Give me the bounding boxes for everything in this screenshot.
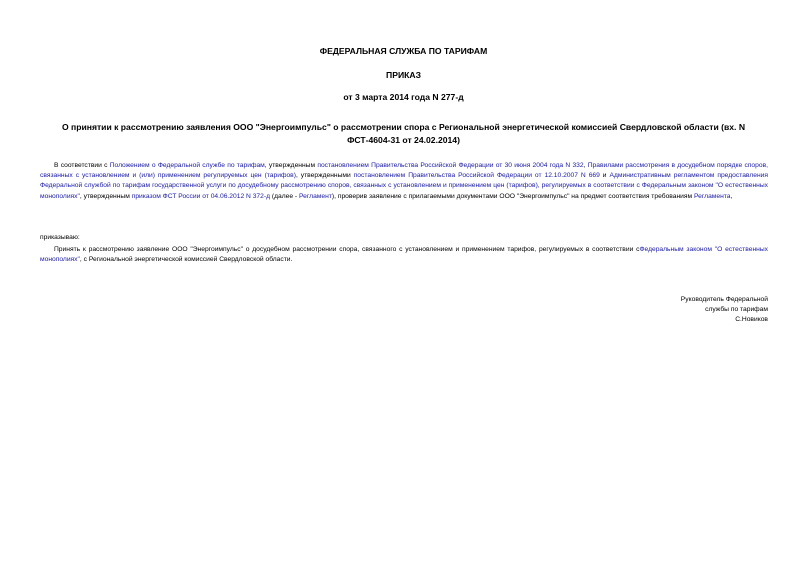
text-fragment: , утвержденным <box>79 192 132 200</box>
signature-position-line1: Руководитель Федеральной <box>680 296 768 303</box>
link-administrative-regulation[interactable]: Административным регламентом предоставления Федеральной службой по тарифам государственной услуги по досудебному рассмотрению споров, связанных с установлением и применением цен (тарифов), регулируемых в соответствии с Федеральным законом "О естественных монополиях" <box>40 172 768 200</box>
link-dispute-rules[interactable]: Правилами рассмотрения в досудебном порядке споров, связанных с установлением и (или) применением регулируемых цен (тарифов) <box>40 162 768 180</box>
link-order-372[interactable]: приказом ФСТ России от 04.06.2012 N 372-д <box>131 192 270 200</box>
signature-position-line2: службы по тарифам <box>705 306 768 314</box>
link-resolution-669[interactable]: постановлением Правительства Российской Федерации от 12.10.2007 N 669 <box>353 172 600 180</box>
text-fragment: (далее - <box>270 192 299 200</box>
date-number-heading: от 3 марта 2014 года N 277-д <box>343 92 464 102</box>
agency-heading: ФЕДЕРАЛЬНАЯ СЛУЖБА ПО ТАРИФАМ <box>319 46 488 56</box>
link-regulation-fst[interactable]: Положением о Федеральной службе по тарифам <box>109 162 265 169</box>
text-fragment: , утвержденным <box>264 162 318 169</box>
text-fragment: и <box>599 172 610 180</box>
text-fragment: , <box>583 162 588 169</box>
text-fragment: , утвержденными <box>295 172 354 180</box>
preamble-paragraph <box>40 161 768 202</box>
signature-block <box>681 295 768 326</box>
document-type-heading: ПРИКАЗ <box>386 70 421 80</box>
link-regulation-short[interactable]: Регламент <box>299 192 332 200</box>
link-resolution-332[interactable]: постановлением Правительства Российской Федерации от 30 июня 2004 года N 332 <box>317 162 584 169</box>
text-fragment: Принять к рассмотрению заявление ООО "Энергоимпульс" о досудебном рассмотрении спора, связанного с установлением и применением тарифов, регулируемых в соответствии с <box>54 246 640 253</box>
order-word: приказываю: <box>40 234 80 241</box>
link-regulation-ref[interactable]: Регламента <box>694 192 731 200</box>
text-fragment: , <box>730 192 733 200</box>
text-fragment: ), проверив заявление с прилагаемыми документами ООО "Энергоимпульс" на предмет соответствия требованиям <box>331 192 694 200</box>
text-fragment: , с Региональной энергетической комиссией Свердловской области. <box>79 256 293 264</box>
document-title: О принятии к рассмотрению заявления ООО "Энергоимпульс" о рассмотрении спора с Региональной энергетической комиссией Свердловской области (вх. N ФСТ-4604-31 от 24.02.2014) <box>61 122 746 145</box>
link-natural-monopolies-law[interactable]: Федеральным законом "О естественных монополиях" <box>40 246 768 264</box>
order-item-paragraph <box>40 245 768 265</box>
signature-name: С.Новиков <box>735 316 768 324</box>
text-fragment: В соответствии с <box>54 162 110 169</box>
